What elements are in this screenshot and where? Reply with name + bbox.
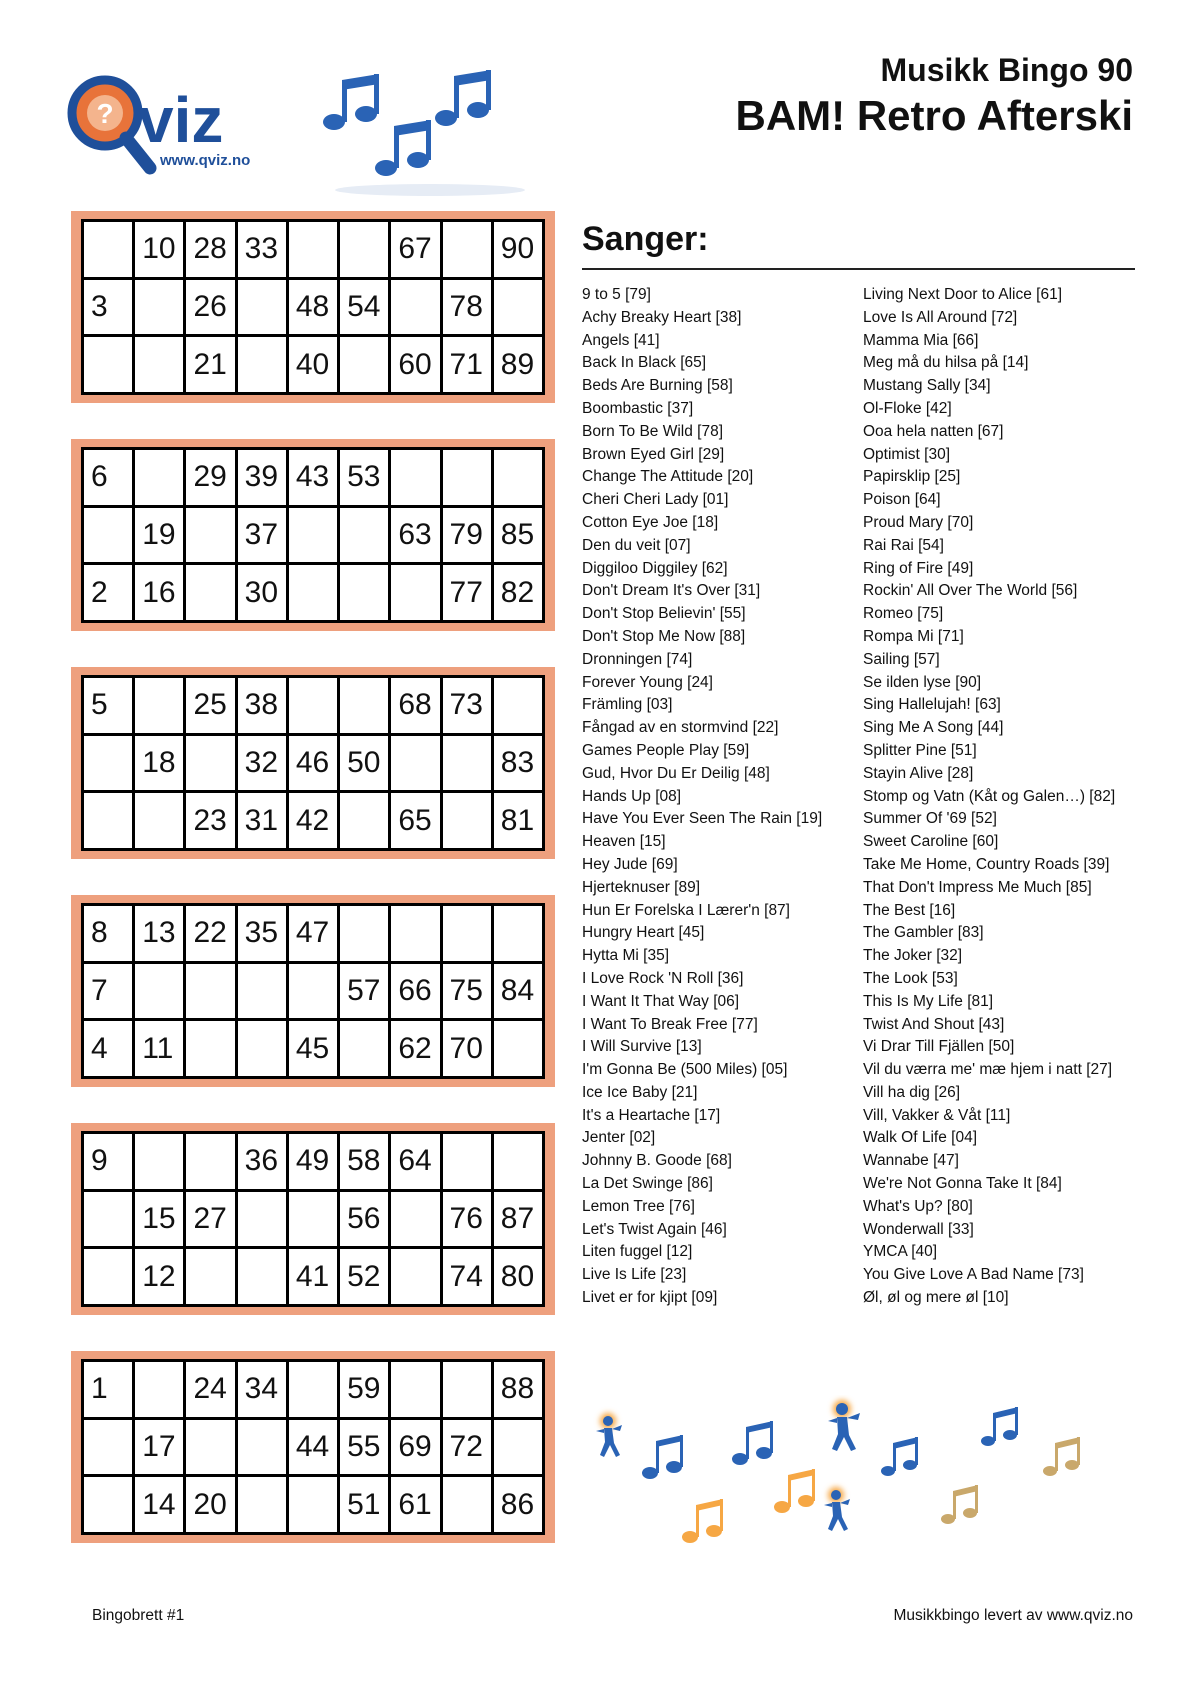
bingo-cell: 21	[186, 337, 234, 392]
bingo-cell	[289, 964, 337, 1019]
bingo-cell: 75	[443, 964, 491, 1019]
page-title: BAM! Retro Afterski	[735, 92, 1133, 139]
bingo-cell	[238, 964, 286, 1019]
song-list-item: Dronningen [74]	[582, 650, 693, 668]
bingo-cell: 3	[84, 280, 132, 335]
bingo-cell	[186, 1021, 234, 1076]
bingo-grid	[81, 675, 545, 851]
bingo-cell: 37	[238, 508, 286, 563]
song-list-item: Hun Er Forelska I Lærer'n [87]	[582, 901, 790, 919]
bingo-cell	[186, 1134, 234, 1189]
bingo-cell	[494, 1134, 542, 1189]
song-list-item: Beds Are Burning [58]	[582, 377, 733, 395]
bingo-cell	[186, 1249, 234, 1304]
song-list-item: You Give Love A Bad Name [73]	[863, 1266, 1084, 1284]
bingo-cell	[391, 736, 439, 791]
song-list-item: Jenter [02]	[582, 1129, 656, 1147]
bingo-cell	[186, 736, 234, 791]
bingo-cell	[289, 1477, 337, 1532]
song-list-item: That Don't Impress Me Much [85]	[863, 878, 1092, 896]
bingo-cell	[443, 736, 491, 791]
bingo-grid	[81, 1359, 545, 1535]
bingo-cell	[238, 1192, 286, 1247]
bingo-cell	[238, 1477, 286, 1532]
qviz-logo	[60, 68, 280, 188]
song-list-item: Summer Of '69 [52]	[863, 810, 997, 828]
song-list-item: Hands Up [08]	[582, 787, 682, 805]
bingo-cell	[289, 508, 337, 563]
song-list-item: Vill, Vakker & Våt [11]	[863, 1106, 1011, 1124]
song-list-item: Have You Ever Seen The Rain [19]	[582, 810, 823, 828]
bingo-cell: 81	[494, 793, 542, 848]
bingo-cell	[494, 280, 542, 335]
bingo-cell: 56	[340, 1192, 388, 1247]
song-list-item: Romeo [75]	[863, 605, 944, 623]
song-list-item: Vil du værra me' mæ hjem i natt [27]	[863, 1061, 1113, 1079]
bingo-cell	[135, 280, 183, 335]
bingo-cell: 78	[443, 280, 491, 335]
song-list-item: Wannabe [47]	[863, 1152, 959, 1170]
bingo-cell	[391, 280, 439, 335]
bingo-cell	[84, 1192, 132, 1247]
bingo-cell: 72	[443, 1420, 491, 1475]
bingo-cell: 57	[340, 964, 388, 1019]
song-list-item: Twist And Shout [43]	[863, 1015, 1005, 1033]
song-list-item: Stomp og Vatn (Kåt og Galen…) [82]	[863, 787, 1116, 805]
bingo-card	[71, 1123, 555, 1315]
song-list-item: Hungry Heart [45]	[582, 924, 705, 942]
divider	[582, 268, 1135, 270]
bingo-cell	[84, 1477, 132, 1532]
bingo-cell: 82	[494, 565, 542, 620]
music-note-icon	[981, 1407, 1018, 1446]
song-list-item: I'm Gonna Be (500 Miles) [05]	[582, 1061, 788, 1079]
bingo-cell	[84, 508, 132, 563]
song-list-item: Brown Eyed Girl [29]	[582, 445, 725, 463]
bingo-cell	[340, 906, 388, 961]
bingo-cell: 31	[238, 793, 286, 848]
song-list-column-1	[582, 284, 822, 1310]
bingo-cell	[340, 793, 388, 848]
bingo-cell: 4	[84, 1021, 132, 1076]
bingo-cell: 60	[391, 337, 439, 392]
bingo-cell: 47	[289, 906, 337, 961]
bingo-cell	[238, 1420, 286, 1475]
bingo-cell	[135, 1134, 183, 1189]
svg-text:?: ?	[96, 98, 114, 129]
bingo-cell: 70	[443, 1021, 491, 1076]
bingo-cell: 9	[84, 1134, 132, 1189]
bingo-cell: 17	[135, 1420, 183, 1475]
song-list-item: 9 to 5 [79]	[582, 286, 651, 303]
song-list-item: Hytta Mi [35]	[582, 947, 669, 965]
bingo-cell: 44	[289, 1420, 337, 1475]
bingo-subtitle: Musikk Bingo 90	[880, 52, 1133, 88]
bingo-cell	[289, 1192, 337, 1247]
bingo-cell: 83	[494, 736, 542, 791]
bingo-cell: 90	[494, 222, 542, 277]
bingo-cell: 49	[289, 1134, 337, 1189]
bingo-cell: 62	[391, 1021, 439, 1076]
bingo-cell: 84	[494, 964, 542, 1019]
song-list-item: Walk Of Life [04]	[863, 1129, 977, 1147]
bingo-cell: 10	[135, 222, 183, 277]
song-list-item: Optimist [30]	[863, 445, 950, 463]
dancer-icon	[824, 1487, 850, 1531]
bingo-cell: 41	[289, 1249, 337, 1304]
bingo-cell: 85	[494, 508, 542, 563]
bingo-cell: 40	[289, 337, 337, 392]
dancers-decoration	[590, 1395, 1110, 1565]
bingo-cell	[391, 1362, 439, 1417]
song-list-item: Back In Black [65]	[582, 354, 707, 372]
bingo-cell	[186, 964, 234, 1019]
bingo-cell: 32	[238, 736, 286, 791]
dancer-icon	[828, 1400, 860, 1451]
song-list-item: Let's Twist Again [46]	[582, 1220, 727, 1238]
song-list-item: Se ilden lyse [90]	[863, 673, 982, 691]
bingo-card	[71, 211, 555, 403]
song-list-item: Poison [64]	[863, 491, 941, 509]
music-note-icon	[682, 1499, 723, 1543]
bingo-cell	[84, 337, 132, 392]
music-note-icon	[881, 1437, 918, 1476]
bingo-cell	[84, 793, 132, 848]
bingo-cell: 55	[340, 1420, 388, 1475]
bingo-card	[71, 1351, 555, 1543]
bingo-cell: 79	[443, 508, 491, 563]
song-list-item: The Best [16]	[863, 901, 956, 919]
song-list-item: Sailing [57]	[863, 650, 940, 668]
bingo-cell: 18	[135, 736, 183, 791]
song-list-item: Take Me Home, Country Roads [39]	[863, 855, 1110, 873]
song-list-item: Live Is Life [23]	[582, 1266, 687, 1284]
bingo-cell	[289, 1362, 337, 1417]
song-list-item: Don't Dream It's Over [31]	[582, 582, 761, 600]
bingo-cell: 63	[391, 508, 439, 563]
bingo-cell	[340, 508, 388, 563]
bingo-cell	[186, 508, 234, 563]
song-list-item: Papirsklip [25]	[863, 468, 961, 486]
footer-credit: Musikkbingo levert av www.qviz.no	[893, 1607, 1133, 1624]
bingo-cell	[443, 1362, 491, 1417]
song-list-item: Lemon Tree [76]	[582, 1197, 695, 1215]
song-list-item: La Det Swinge [86]	[582, 1175, 713, 1193]
song-list-item: Ooa hela natten [67]	[863, 422, 1004, 440]
bingo-cell	[289, 565, 337, 620]
bingo-cell: 23	[186, 793, 234, 848]
bingo-grid	[81, 903, 545, 1079]
bingo-card	[71, 667, 555, 859]
bingo-cell	[84, 1249, 132, 1304]
bingo-cell	[391, 565, 439, 620]
bingo-cell: 89	[494, 337, 542, 392]
bingo-cell: 88	[494, 1362, 542, 1417]
music-note-icon	[435, 70, 491, 126]
song-list-item: Boombastic [37]	[582, 399, 694, 417]
bingo-cell	[494, 450, 542, 505]
bingo-cell: 35	[238, 906, 286, 961]
bingo-cell: 59	[340, 1362, 388, 1417]
magnifier-icon	[60, 68, 280, 188]
bingo-cell: 48	[289, 280, 337, 335]
bingo-cell: 16	[135, 565, 183, 620]
bingo-cell	[135, 793, 183, 848]
music-note-icon	[732, 1421, 773, 1465]
bingo-cell: 19	[135, 508, 183, 563]
song-list-item: I Want It That Way [06]	[582, 992, 740, 1010]
song-list-item: Sing Hallelujah! [63]	[863, 696, 1001, 714]
bingo-cell: 7	[84, 964, 132, 1019]
bingo-cell: 29	[186, 450, 234, 505]
song-list-item: Sweet Caroline [60]	[863, 833, 999, 851]
bingo-cell: 24	[186, 1362, 234, 1417]
bingo-cell	[494, 678, 542, 733]
bingo-cell	[443, 450, 491, 505]
song-list-item: Splitter Pine [51]	[863, 741, 977, 759]
bingo-cell: 53	[340, 450, 388, 505]
bingo-cell	[391, 450, 439, 505]
bingo-cell	[135, 450, 183, 505]
song-list-item: Den du veit [07]	[582, 536, 691, 554]
song-list-item: Wonderwall [33]	[863, 1220, 974, 1238]
song-list-item: It's a Heartache [17]	[582, 1106, 721, 1124]
song-list-item: Hey Jude [69]	[582, 855, 678, 873]
music-notes-decoration	[320, 70, 550, 200]
bingo-cell: 25	[186, 678, 234, 733]
bingo-card	[71, 895, 555, 1087]
song-list-item: Ol-Floke [42]	[863, 399, 952, 417]
song-list-item: YMCA [40]	[863, 1243, 938, 1261]
bingo-cell: 52	[340, 1249, 388, 1304]
svg-text:viz: viz	[138, 84, 224, 156]
music-note-icon	[1043, 1437, 1080, 1476]
song-list-item: The Gambler [83]	[863, 924, 984, 942]
bingo-cell: 65	[391, 793, 439, 848]
bingo-grid	[81, 1131, 545, 1307]
footer-card-number: Bingobrett #1	[92, 1607, 185, 1624]
song-list-item: Ice Ice Baby [21]	[582, 1083, 698, 1101]
bingo-cell	[391, 906, 439, 961]
song-list-item: Livet er for kjipt [09]	[582, 1289, 718, 1307]
song-list-item: Øl, øl og mere øl [10]	[863, 1289, 1009, 1307]
logo-url: www.qviz.no	[160, 152, 251, 169]
bingo-cell: 66	[391, 964, 439, 1019]
bingo-cell: 39	[238, 450, 286, 505]
bingo-cell: 68	[391, 678, 439, 733]
bingo-cell: 22	[186, 906, 234, 961]
song-list-item: I Love Rock 'N Roll [36]	[582, 969, 744, 987]
song-list-item: Angels [41]	[582, 331, 660, 349]
song-list-item: Rockin' All Over The World [56]	[863, 582, 1078, 600]
song-list-item: Games People Play [59]	[582, 741, 750, 759]
song-list-item: Don't Stop Believin' [55]	[582, 605, 746, 623]
bingo-cell	[84, 1420, 132, 1475]
bingo-cell: 71	[443, 337, 491, 392]
bingo-cell: 87	[494, 1192, 542, 1247]
dancer-icon	[596, 1413, 622, 1457]
bingo-cell: 43	[289, 450, 337, 505]
music-note-icon	[941, 1485, 978, 1524]
bingo-cell	[443, 222, 491, 277]
bingo-cell: 8	[84, 906, 132, 961]
bingo-cell	[494, 906, 542, 961]
bingo-cell: 28	[186, 222, 234, 277]
song-list-item: Don't Stop Me Now [88]	[582, 627, 746, 645]
song-list-item: Stayin Alive [28]	[863, 764, 974, 782]
bingo-cell: 51	[340, 1477, 388, 1532]
song-list-item: Liten fuggel [12]	[582, 1243, 693, 1261]
song-list-column-2	[863, 284, 1115, 1310]
bingo-cell: 76	[443, 1192, 491, 1247]
bingo-cell	[391, 1192, 439, 1247]
bingo-cell: 26	[186, 280, 234, 335]
bingo-cell	[443, 793, 491, 848]
song-list-item: Diggiloo Diggiley [62]	[582, 559, 728, 577]
bingo-cell	[186, 1420, 234, 1475]
bingo-cell	[289, 222, 337, 277]
bingo-cell: 80	[494, 1249, 542, 1304]
bingo-cell: 13	[135, 906, 183, 961]
bingo-cell: 36	[238, 1134, 286, 1189]
song-list-item: Mustang Sally [34]	[863, 377, 991, 395]
bingo-cell: 61	[391, 1477, 439, 1532]
bingo-cell	[340, 337, 388, 392]
song-list-item: Living Next Door to Alice [61]	[863, 286, 1063, 303]
song-list-item: Heaven [15]	[582, 833, 666, 851]
bingo-cell: 58	[340, 1134, 388, 1189]
song-list-item: This Is My Life [81]	[863, 992, 994, 1010]
song-list-item: I Want To Break Free [77]	[582, 1015, 758, 1033]
bingo-cell	[340, 222, 388, 277]
bingo-cell: 38	[238, 678, 286, 733]
song-list-item: I Will Survive [13]	[582, 1038, 702, 1056]
bingo-cell: 14	[135, 1477, 183, 1532]
bingo-cell: 6	[84, 450, 132, 505]
bingo-card	[71, 439, 555, 631]
bingo-cell: 45	[289, 1021, 337, 1076]
bingo-cell	[84, 736, 132, 791]
bingo-cell: 74	[443, 1249, 491, 1304]
bingo-cell: 20	[186, 1477, 234, 1532]
song-list-item: Sing Me A Song [44]	[863, 719, 1004, 737]
bingo-cell	[443, 1134, 491, 1189]
bingo-cell: 54	[340, 280, 388, 335]
song-list-item: Rompa Mi [71]	[863, 627, 964, 645]
bingo-cell: 69	[391, 1420, 439, 1475]
music-note-icon	[774, 1469, 815, 1513]
bingo-grid	[81, 447, 545, 623]
bingo-cell: 50	[340, 736, 388, 791]
song-list-item: Forever Young [24]	[582, 673, 713, 691]
song-list-item: Achy Breaky Heart [38]	[582, 308, 742, 326]
song-list-item: Vill ha dig [26]	[863, 1083, 961, 1101]
bingo-cell	[135, 1362, 183, 1417]
bingo-cell	[238, 1249, 286, 1304]
song-list-item: Vi Drar Till Fjällen [50]	[863, 1038, 1015, 1056]
bingo-cell: 64	[391, 1134, 439, 1189]
music-note-icon	[323, 74, 379, 130]
bingo-cards	[71, 211, 555, 1579]
bingo-cell	[135, 964, 183, 1019]
music-note-icon	[642, 1435, 683, 1479]
song-list-item: Love Is All Around [72]	[863, 308, 1018, 326]
bingo-cell	[84, 222, 132, 277]
bingo-cell: 67	[391, 222, 439, 277]
song-list-item: Rai Rai [54]	[863, 536, 944, 554]
bingo-cell: 86	[494, 1477, 542, 1532]
bingo-cell: 27	[186, 1192, 234, 1247]
bingo-cell: 33	[238, 222, 286, 277]
song-list-item: We're Not Gonna Take It [84]	[863, 1175, 1062, 1193]
bingo-cell: 5	[84, 678, 132, 733]
bingo-cell	[289, 678, 337, 733]
song-list-item: The Joker [32]	[863, 947, 963, 965]
bingo-cell	[391, 1249, 439, 1304]
bingo-cell	[238, 337, 286, 392]
song-list-item: Cotton Eye Joe [18]	[582, 513, 719, 531]
bingo-cell	[186, 565, 234, 620]
bingo-cell: 2	[84, 565, 132, 620]
bingo-cell: 42	[289, 793, 337, 848]
songs-heading: Sanger:	[582, 220, 709, 258]
song-list-item: Mamma Mia [66]	[863, 331, 979, 349]
bingo-cell	[340, 1021, 388, 1076]
song-list-item: Fångad av en stormvind [22]	[582, 719, 779, 737]
bingo-cell	[494, 1021, 542, 1076]
song-list-item: Gud, Hvor Du Er Deilig [48]	[582, 764, 770, 782]
bingo-cell	[443, 1477, 491, 1532]
song-list-item: Born To Be Wild [78]	[582, 422, 724, 440]
song-list-item: What's Up? [80]	[863, 1197, 973, 1215]
bingo-cell: 46	[289, 736, 337, 791]
song-list-item: Change The Attitude [20]	[582, 468, 754, 486]
bingo-cell	[135, 678, 183, 733]
song-list-item: Ring of Fire [49]	[863, 559, 974, 577]
bingo-cell: 77	[443, 565, 491, 620]
bingo-cell: 15	[135, 1192, 183, 1247]
bingo-cell	[340, 678, 388, 733]
bingo-cell: 1	[84, 1362, 132, 1417]
bingo-cell	[443, 906, 491, 961]
bingo-cell: 11	[135, 1021, 183, 1076]
bingo-cell	[135, 337, 183, 392]
song-list-item: Hjerteknuser [89]	[582, 878, 701, 896]
song-list-item: Främling [03]	[582, 696, 673, 714]
song-list-item: Meg må du hilsa på [14]	[863, 354, 1029, 372]
song-list-item: Cheri Cheri Lady [01]	[582, 491, 729, 509]
song-list-item: The Look [53]	[863, 969, 958, 987]
bingo-grid	[81, 219, 545, 395]
bingo-cell	[238, 280, 286, 335]
bingo-cell: 34	[238, 1362, 286, 1417]
bingo-cell	[494, 1420, 542, 1475]
bingo-cell	[238, 1021, 286, 1076]
song-list-item: Johnny B. Goode [68]	[582, 1152, 732, 1170]
bingo-cell: 30	[238, 565, 286, 620]
music-note-icon	[375, 120, 431, 176]
bingo-cell	[340, 565, 388, 620]
bingo-cell: 12	[135, 1249, 183, 1304]
song-list-item: Proud Mary [70]	[863, 513, 974, 531]
bingo-cell: 73	[443, 678, 491, 733]
